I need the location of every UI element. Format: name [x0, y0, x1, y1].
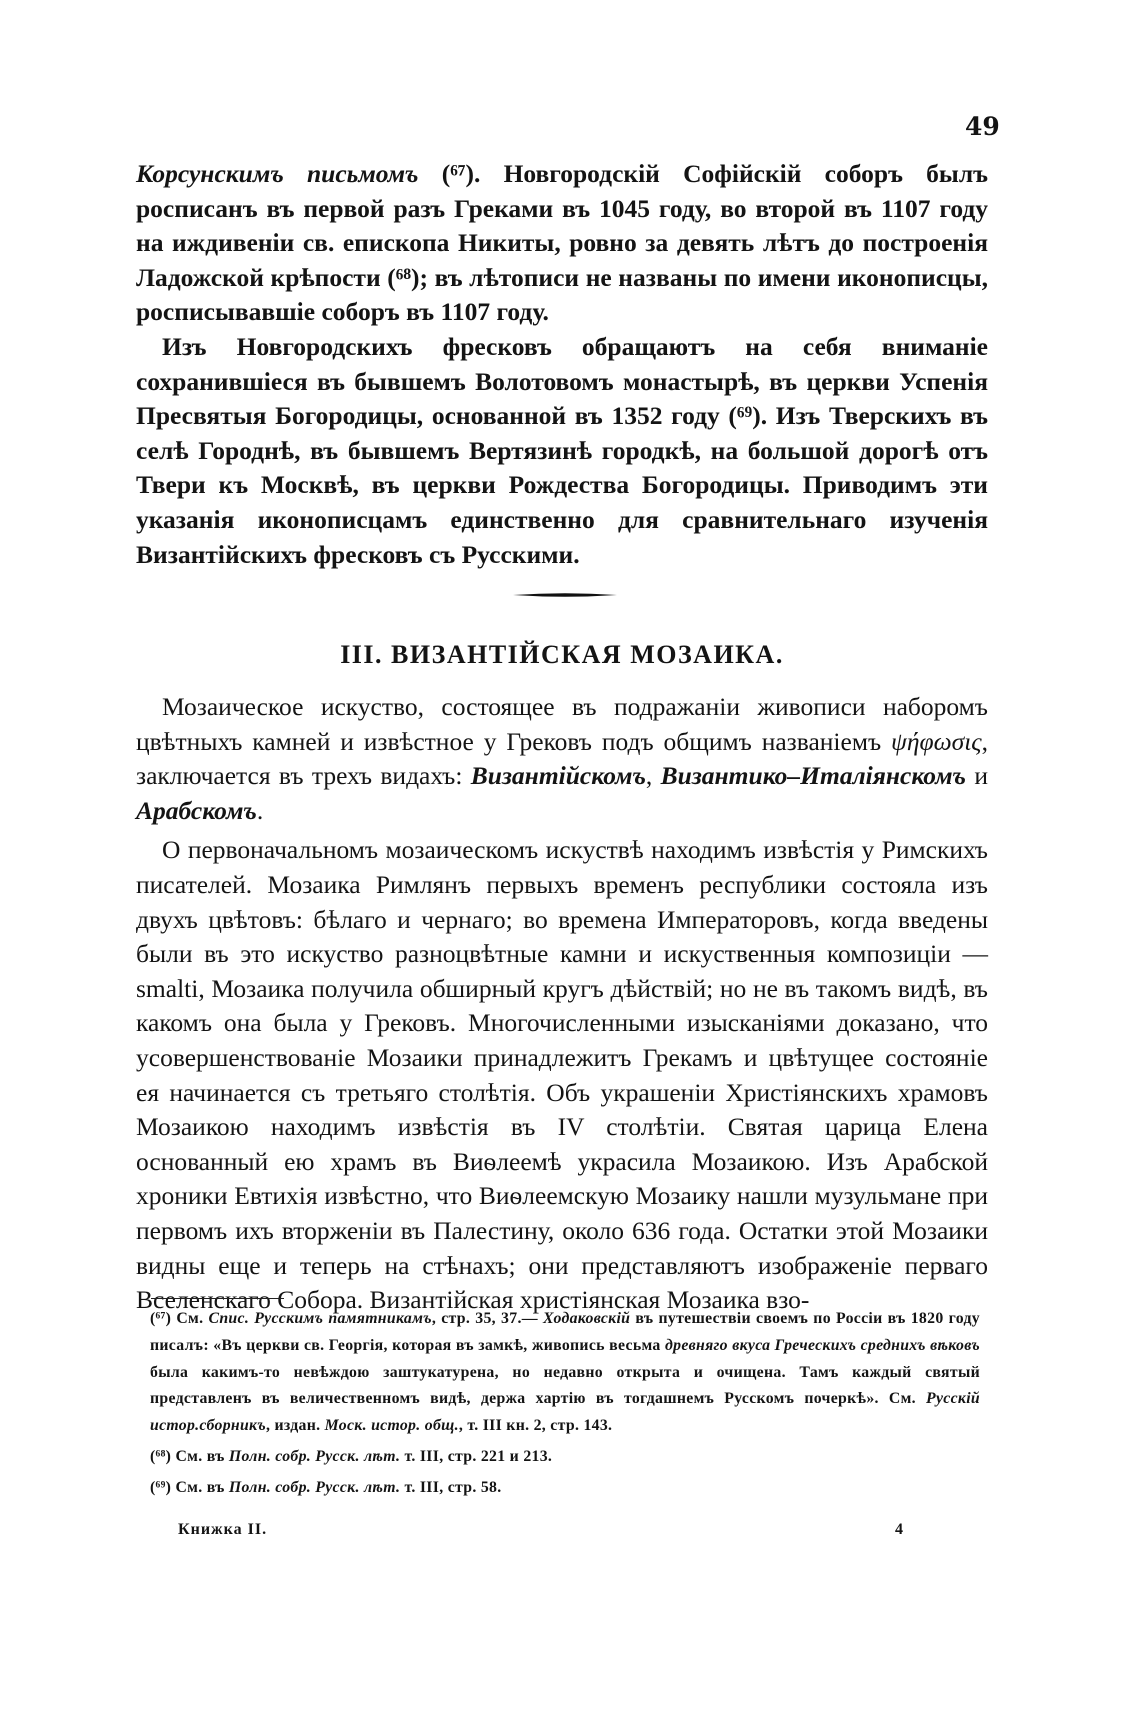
footnotes: [150, 1306, 980, 1502]
footnote-68: [150, 1444, 980, 1471]
italic-term: Византійскомъ: [470, 761, 646, 791]
text-run: (⁶⁸) См. въ: [150, 1447, 229, 1465]
paragraph-sofia-cathedral: [136, 157, 988, 330]
text-run: , заключается въ трехъ видахъ:: [136, 726, 988, 791]
italic-term: Полн. собр. Русск. лѣт.: [228, 1447, 401, 1465]
text-run: была какимъ-то невѣждою заштукатурена, но недавно открыта и очищена. Тамъ каждый святый представленъ въ величественномъ видѣ, держа хартію въ тогдашнемъ Русскомъ почеркѣ». См.: [150, 1363, 980, 1408]
italic-term: Полн. собр. Русск. лѣт.: [228, 1478, 401, 1496]
page-number: 49: [965, 112, 1000, 141]
footnote-rule: [151, 1298, 284, 1299]
italic-term: Ходаковскій: [542, 1310, 631, 1327]
text-run: , т. III кн. 2, стр. 143.: [458, 1417, 613, 1435]
paragraph-novgorod-frescoes: Изъ Новгородскихъ фресковъ обращаютъ на себя вниманіе сохранившіеся въ бывшемъ Волотовомъ монастырѣ, въ церкви Успенія Пресвятыя Богородицы, основанной въ 1352 году (⁶⁹). Изъ Тверскихъ въ селѣ Городнѣ, въ бывшемъ Вертязинѣ городкѣ, на большой дорогѣ отъ Твери къ Москвѣ, въ церкви Рождества Богородицы. Приводимъ эти указанія иконописцамъ единственно для сравнительнаго изученія Византійскихъ фресковъ съ Русскими.: [136, 331, 988, 569]
italic-phrase: Корсунскимъ письмомъ: [136, 159, 419, 188]
text-run: , стр. 35, 37.—: [431, 1310, 543, 1327]
text-run: т. III, стр. 221 и 213.: [400, 1447, 553, 1465]
italic-term: Русскій истор.сборникъ: [150, 1390, 980, 1435]
top-text-block: [136, 157, 988, 572]
italic-term: Спис. Русскимъ памятникамъ: [208, 1310, 432, 1327]
footnote-67: [150, 1306, 980, 1440]
italic-term: древняго вкуса Греческихъ среднихъ вѣковъ: [665, 1336, 980, 1354]
greek-term: ψήφωσις: [891, 726, 982, 756]
ornamental-divider: [513, 591, 617, 599]
paragraph-text: (⁶⁷). Новгородскій Софійскій соборъ былъ росписанъ въ первой разъ Греками въ 1045 году, во второй въ 1107 году на иждивеніи св. епископа Никиты, ровно за девять лѣтъ до построенія Ладожской крѣпости (⁶⁸); въ лѣтописи не названы по имени иконописцы, росписывавшіе соборъ въ 1107 году.: [136, 159, 988, 327]
text-run: (⁶⁷) См.: [150, 1310, 209, 1327]
section-title: III. ВИЗАНТІЙСКАЯ МОЗАИКА.: [340, 640, 784, 669]
footnote-69: [150, 1475, 980, 1502]
sheet-signature: 4: [895, 1521, 904, 1538]
text-run: и: [966, 761, 989, 791]
book-signature: Книжка II.: [178, 1521, 268, 1538]
italic-term: Моск. истор. общ.: [324, 1417, 459, 1435]
paragraph-mosaic-history: О первоначальномъ мозаическомъ искуствѣ находимъ извѣстія у Римскихъ писателей. Мозаика Римлянъ первыхъ временъ республики состояла изъ двухъ цвѣтовъ: бѣлаго и чернаго; во времена Императоровъ, когда введены были въ это искуство разноцвѣтные камни и искуственныя композиціи — smalti, Мозаика получила обширный кругъ дѣйствій; но не въ такомъ видѣ, въ какомъ она была у Грековъ. Многочисленными изысканіями доказано, что усовершенствованіе Мозаики принадлежитъ Грекамъ и цвѣтущее состояніе ея начинается съ третьяго столѣтія. Объ украшеніи Христіянскихъ храмовъ Мозаикою находимъ извѣстія въ IV столѣтіи. Святая царица Елена основанный ею храмъ въ Виѳлеемѣ украсила Мозаикою. Изъ Арабской хроники Евтихія извѣстно, что Виѳлеемскую Мозаику нашли музульмане при первомъ ихъ вторженіи въ Палестину, около 636 года. Остатки этой Мозаики видны еще и теперь на стѣнахъ; они представляютъ изображеніе перваго Вселенскаго Собора. Византійская христіянская Мозаика взо-: [136, 835, 988, 1315]
text-run: (⁶⁹) См. въ: [150, 1478, 229, 1496]
text-run: ,: [645, 761, 661, 791]
text-run: .: [256, 795, 264, 825]
section-text-block: [136, 690, 988, 1318]
text-run: въ путешествіи своемъ по Россіи въ 1820 году писалъ: «Въ церкви св. Георгія, которая въ замкѣ, живопись весьма: [150, 1310, 980, 1354]
text-run: , издан.: [265, 1417, 325, 1435]
italic-term: Византико–Италіянскомъ: [660, 761, 966, 791]
text-run: т. III, стр. 58.: [400, 1478, 502, 1496]
text-run: Мозаическое искуство, состоящее въ подражаніи живописи наборомъ цвѣтныхъ камней и извѣстное у Грековъ подъ общимъ названіемъ: [136, 692, 988, 756]
paragraph-mosaic-types: [136, 690, 988, 828]
italic-term: Арабскомъ: [136, 795, 257, 825]
